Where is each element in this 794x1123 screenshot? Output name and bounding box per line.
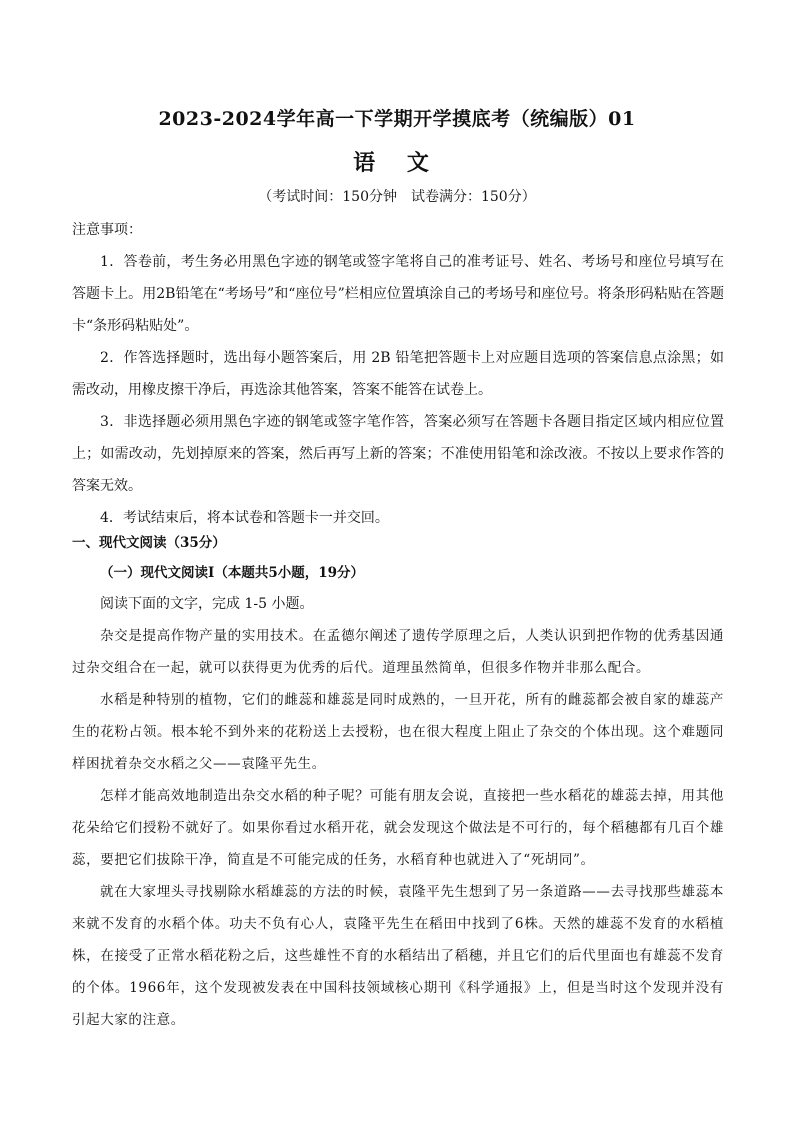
passage-paragraph: 怎样才能高效地制造出杂交水稻的种子呢？可能有朋友会说，直接把一些水稻花的雄蕊去掉，用其他花朵给它们授粉不就好了。如果你看过水稻开花，就会发现这个做法是不可行的，每个稻穗都有几百个雄蕊，要把它们拔除干净，简直是不可能完成的任务，水稻育种也就进入了“死胡同”。 — [72, 788, 724, 868]
notice-section — [72, 214, 724, 534]
notice-item: 3．非选择题必须用黑色字迹的钢笔或签字笔作答，答案必须写在答题卡各题目指定区域内相应位置上；如需改动，先划掉原来的答案，然后再写上新的答案；不准使用铅笔和涂改液。不按以上要求作答的答案无效。 — [72, 414, 724, 494]
section-subheading: （一）现代文阅读Ⅰ（本题共5小题，19分） — [100, 565, 364, 581]
passage-paragraph: 水稻是种特别的植物，它们的雌蕊和雄蕊是同时成熟的，一旦开花，所有的雌蕊都会被自家的雄蕊产生的花粉占领。根本轮不到外来的花粉送上去授粉，也在很大程度上阻止了杂交的个体出现。这个难题同样困扰着杂交水稻之父——袁隆平先生。 — [72, 692, 724, 772]
notice-label: 注意事项： — [72, 222, 142, 238]
passage-paragraph: 杂交是提高作物产量的实用技术。在孟德尔阐述了遗传学原理之后，人类认识到把作物的优秀基因通过杂交组合在一起，就可以获得更为优秀的后代。道理虽然简单，但很多作物并非那么配合。 — [72, 628, 724, 676]
notice-item: 2．作答选择题时，选出每小题答案后，用 2B 铅笔把答题卡上对应题目选项的答案信息点涂黑；如需改动，用橡皮擦干净后，再选涂其他答案，答案不能答在试卷上。 — [72, 350, 724, 398]
notice-item: 1．答卷前，考生务必用黑色字迹的钢笔或签字笔将自己的准考证号、姓名、考场号和座位号填写在答题卡上。用2B铅笔在“考场号”和“座位号”栏相应位置填涂自己的考场号和座位号。将条形码粘贴在答题卡“条形码粘贴处”。 — [72, 254, 724, 334]
exam-title: 2023-2024学年高一下学期开学摸底考（统编版）01 — [158, 108, 636, 130]
section-heading: 一、现代文阅读（35分） — [72, 535, 226, 551]
subject-title: 语 文 — [353, 150, 441, 176]
reading-section — [72, 528, 724, 1036]
exam-info: （考试时间：150分钟 试卷满分：150分） — [258, 189, 536, 205]
passage-paragraph: 就在大家埋头寻找剔除水稻雄蕊的方法的时候，袁隆平先生想到了另一条道路——去寻找那些雄蕊本来就不发育的水稻个体。功夫不负有心人，袁隆平先生在稻田中找到了6株。天然的雄蕊不发育的水稻植株，在接受了正常水稻花粉之后，这些雄性不育的水稻结出了稻穗，并且它们的后代里面也有雄蕊不发育的个体。1966年，这个发现被发表在中国科技领域核心期刊《科学通报》上，但是当时这个发现并没有引起大家的注意。 — [72, 884, 724, 1028]
section-instruction: 阅读下面的文字，完成 1-5 小题。 — [100, 596, 314, 612]
notice-item: 4．考试结束后，将本试卷和答题卡一并交回。 — [100, 510, 389, 526]
